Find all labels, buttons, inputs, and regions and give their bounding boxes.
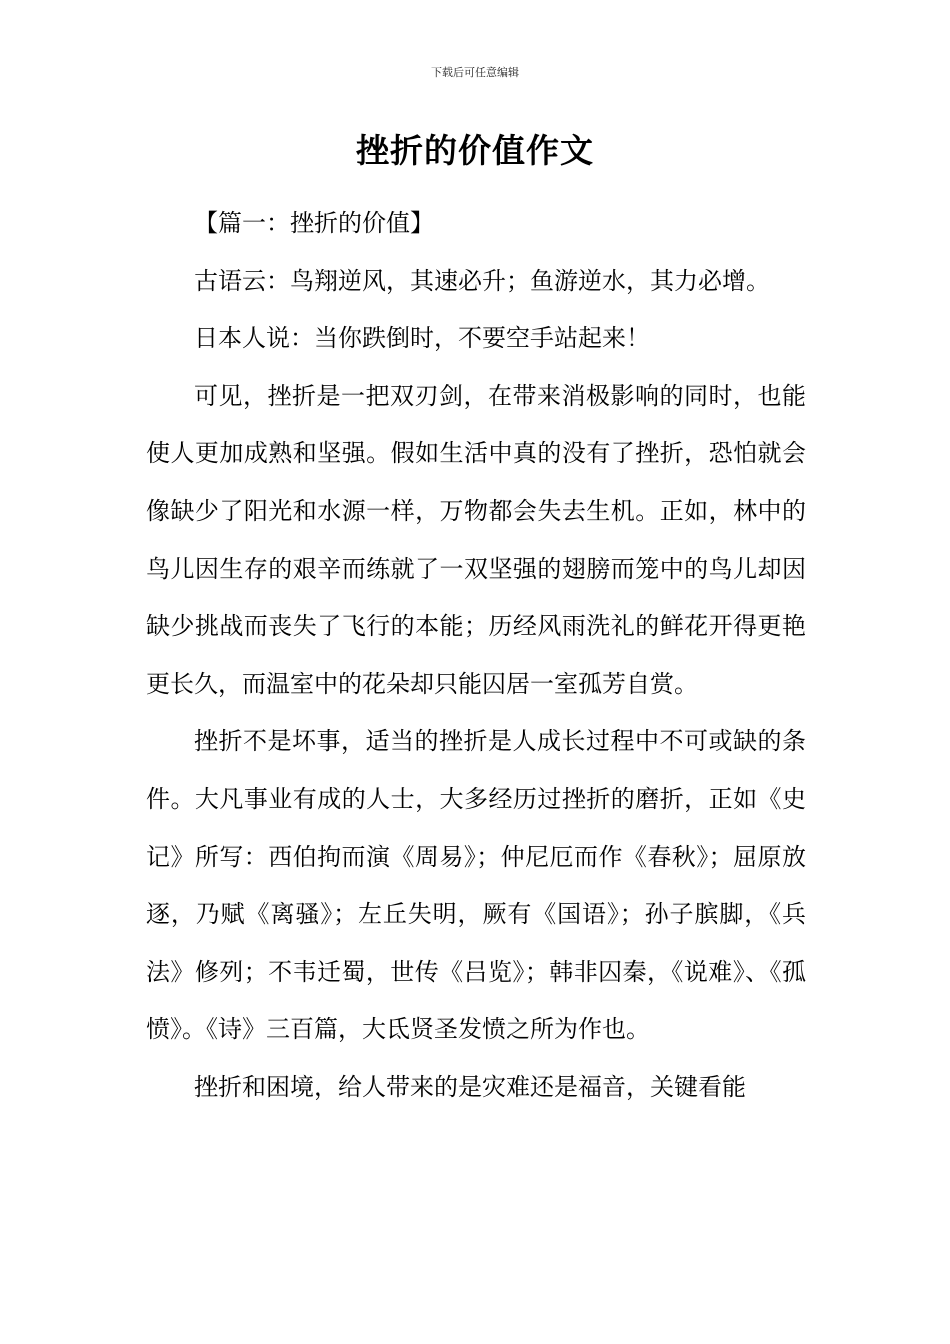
document-body	[146, 195, 806, 1117]
paragraph: 可见，挫折是一把双刃剑，在带来消极影响的同时，也能使人更加成熟和坚强。假如生活中真的没有了挫折，恐怕就会像缺少了阳光和水源一样，万物都会失去生机。正如，林中的鸟儿因生存的艰辛而练就了一双坚强的翅膀而笼中的鸟儿却因缺少挑战而丧失了飞行的本能；历经风雨洗礼的鲜花开得更艳更长久，而温室中的花朵却只能囚居一室孤芳自赏。	[146, 381, 806, 698]
document-title: 挫折的价值作文	[356, 131, 594, 170]
section-heading: 【篇一：挫折的价值】	[194, 209, 434, 237]
paragraph: 古语云：鸟翔逆风，其速必升；鱼游逆水，其力必增。	[194, 266, 770, 295]
paragraph: 挫折不是坏事，适当的挫折是人成长过程中不可或缺的条件。大凡事业有成的人士，大多经历过挫折的磨折，正如《史记》所写：西伯拘而演《周易》；仲尼厄而作《春秋》；屈原放逐，乃赋《离骚》；左丘失明，厥有《国语》；孙子膑脚，《兵法》修列；不韦迁蜀，世传《吕览》；韩非囚秦，《说难》、《孤愤》。《诗》三百篇，大氐贤圣发愤之所为作也。	[146, 727, 806, 1044]
paragraph: 日本人说：当你跌倒时，不要空手站起来！	[194, 324, 650, 353]
paragraph: 挫折和困境，给人带来的是灾难还是福音，关键看能	[194, 1072, 746, 1101]
header-note: 下载后可任意编辑	[431, 66, 519, 79]
